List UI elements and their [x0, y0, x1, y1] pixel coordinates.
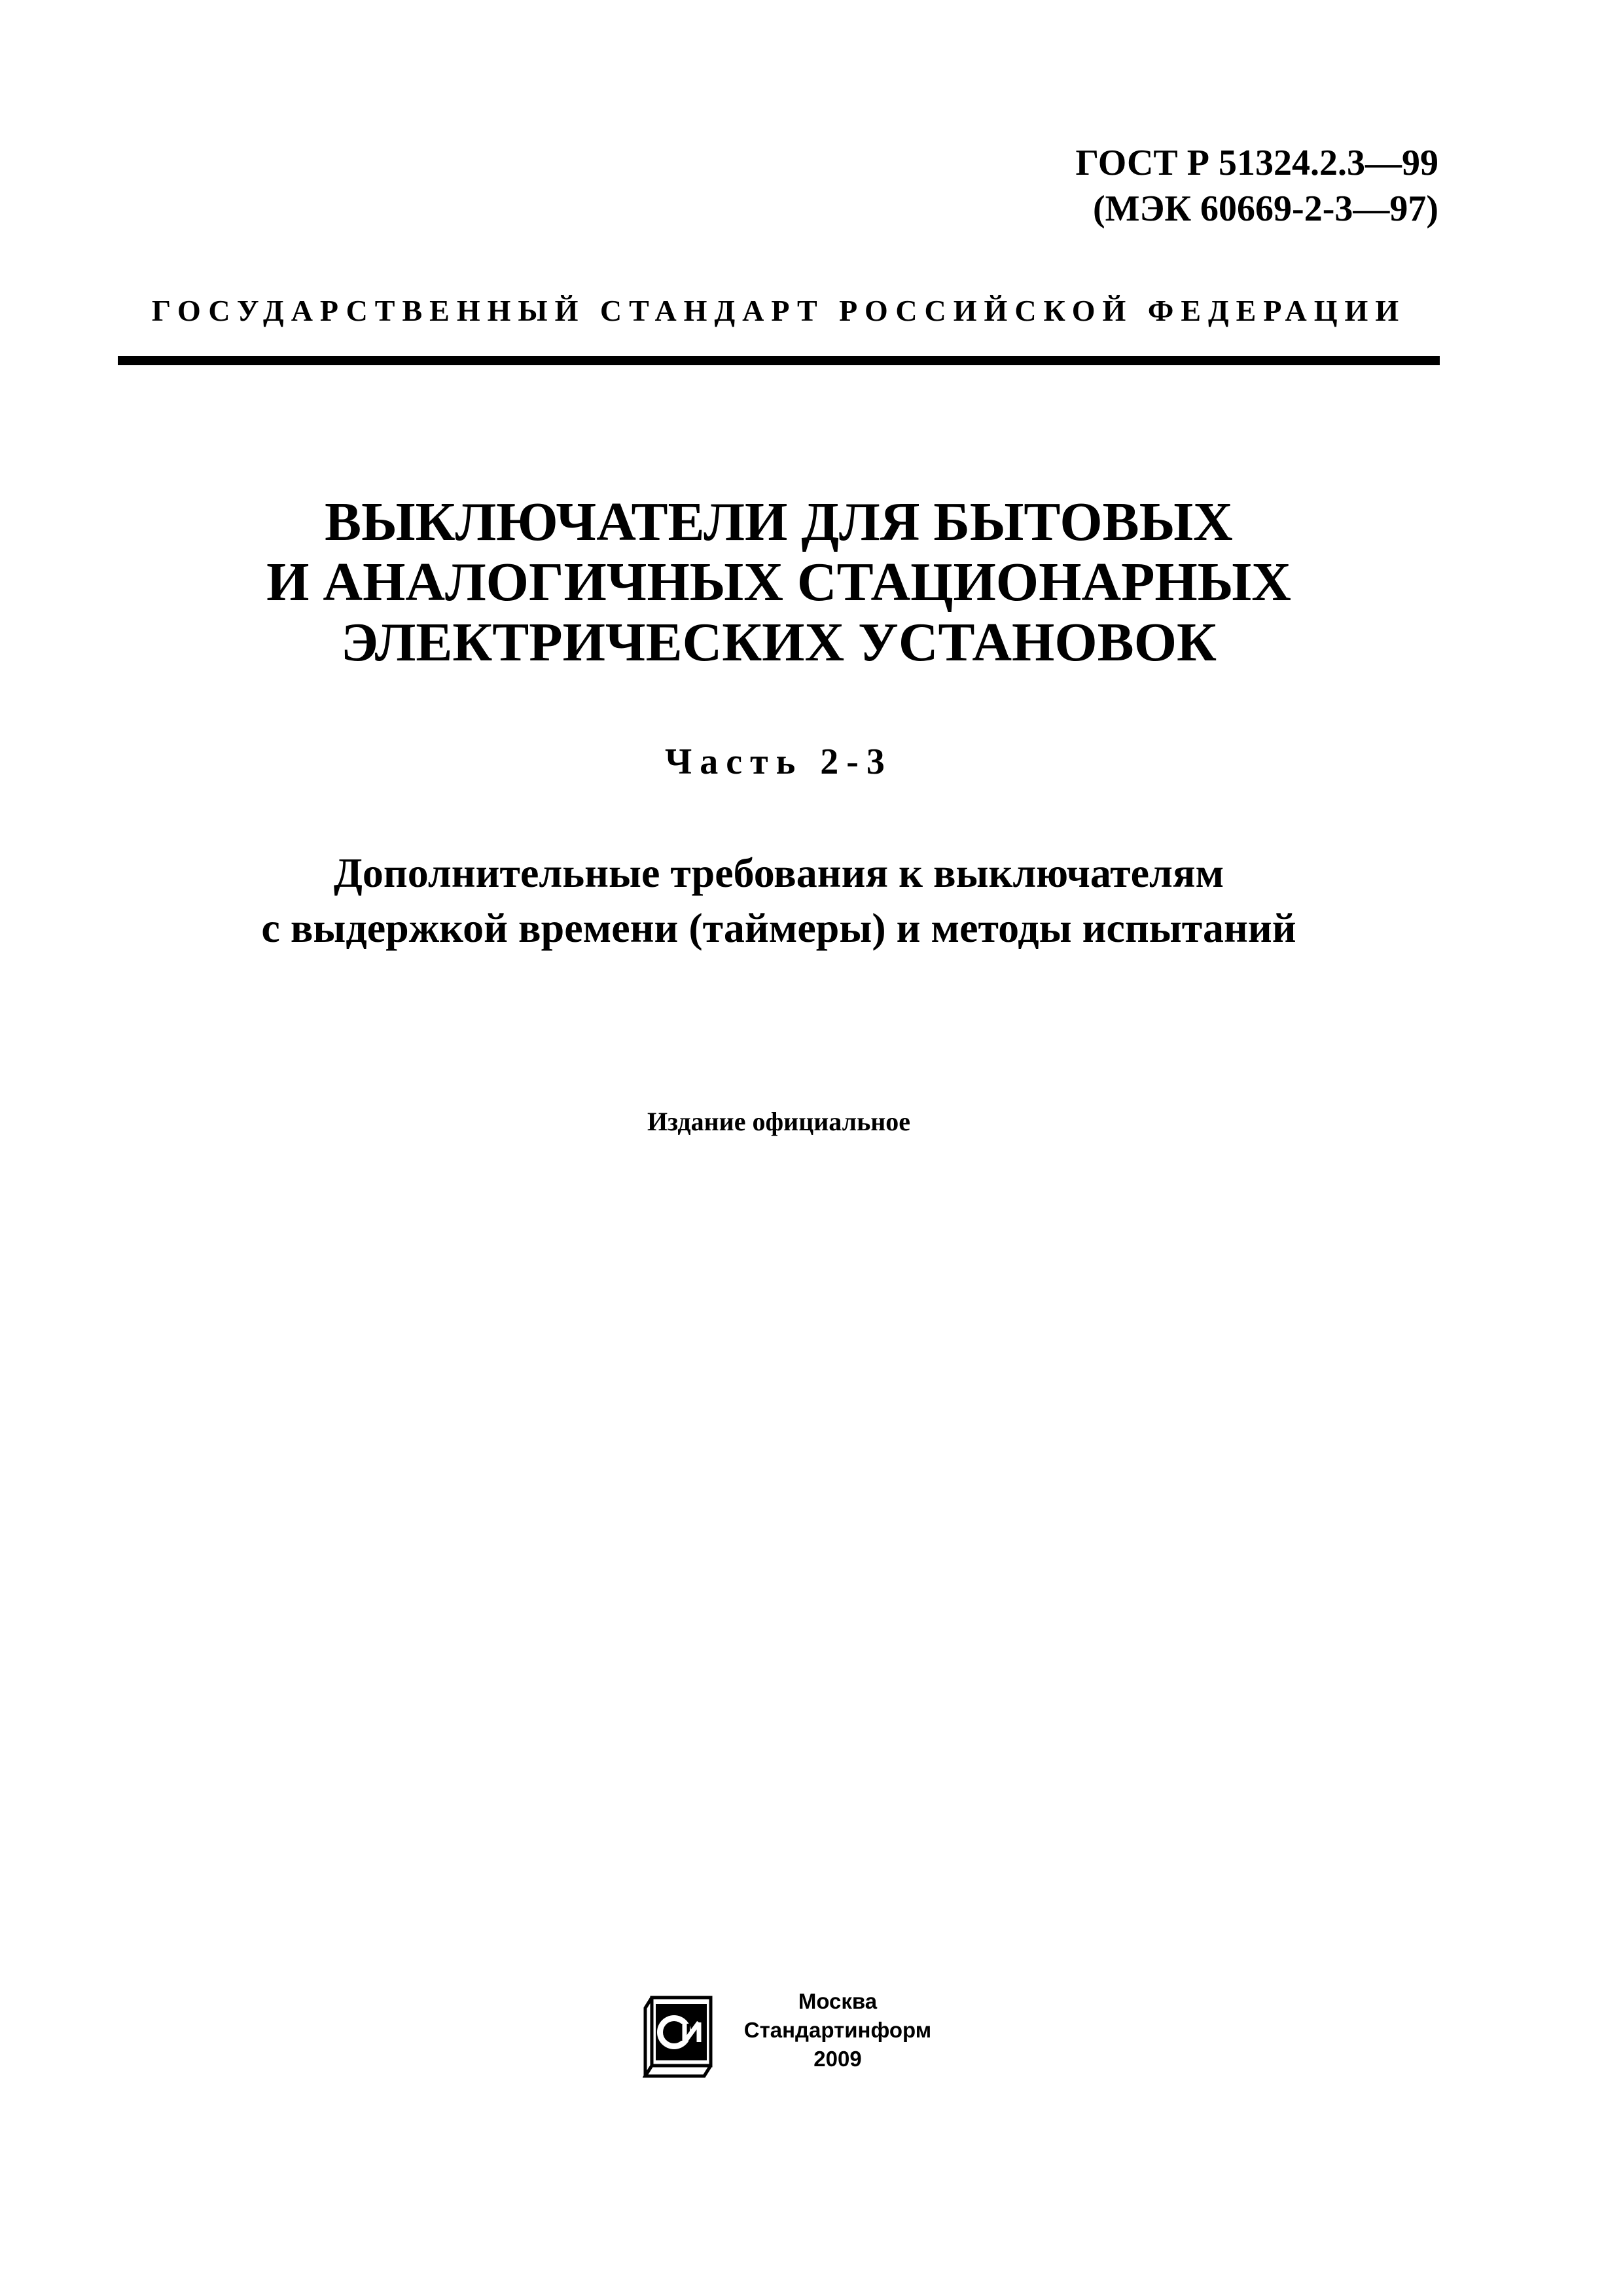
- gost-number: ГОСТ Р 51324.2.3—99: [1075, 143, 1438, 183]
- title-line: И АНАЛОГИЧНЫХ СТАЦИОНАРНЫХ: [266, 552, 1291, 613]
- title-line: ВЫКЛЮЧАТЕЛИ ДЛЯ БЫТОВЫХ: [325, 492, 1233, 552]
- state-standard-heading: ГОСУДАРСТВЕННЫЙ СТАНДАРТ РОССИЙСКОЙ ФЕДЕРАЦИИ: [151, 294, 1406, 327]
- document-designation: [1076, 140, 1438, 232]
- subtitle-line: Дополнительные требования к выключателям: [333, 850, 1224, 896]
- publisher-city: Москва: [798, 1989, 878, 2013]
- title-line: ЭЛЕКТРИЧЕСКИХ УСТАНОВОК: [341, 612, 1217, 673]
- document-subtitle: [118, 846, 1440, 956]
- iec-number: (МЭК 60669-2-3—97): [1092, 188, 1438, 229]
- heading-divider: [118, 356, 1440, 365]
- part-number: Часть 2-3: [665, 742, 893, 782]
- document-title: [118, 492, 1440, 673]
- publisher-block: [740, 1987, 936, 2073]
- publication-year: 2009: [813, 2047, 862, 2071]
- subtitle-line: с выдержкой времени (таймеры) и методы испытаний: [261, 905, 1296, 951]
- edition-note: Издание официальное: [647, 1107, 911, 1136]
- standartinform-logo-icon: [643, 1995, 720, 2081]
- publisher-name: Стандартинформ: [743, 2018, 932, 2042]
